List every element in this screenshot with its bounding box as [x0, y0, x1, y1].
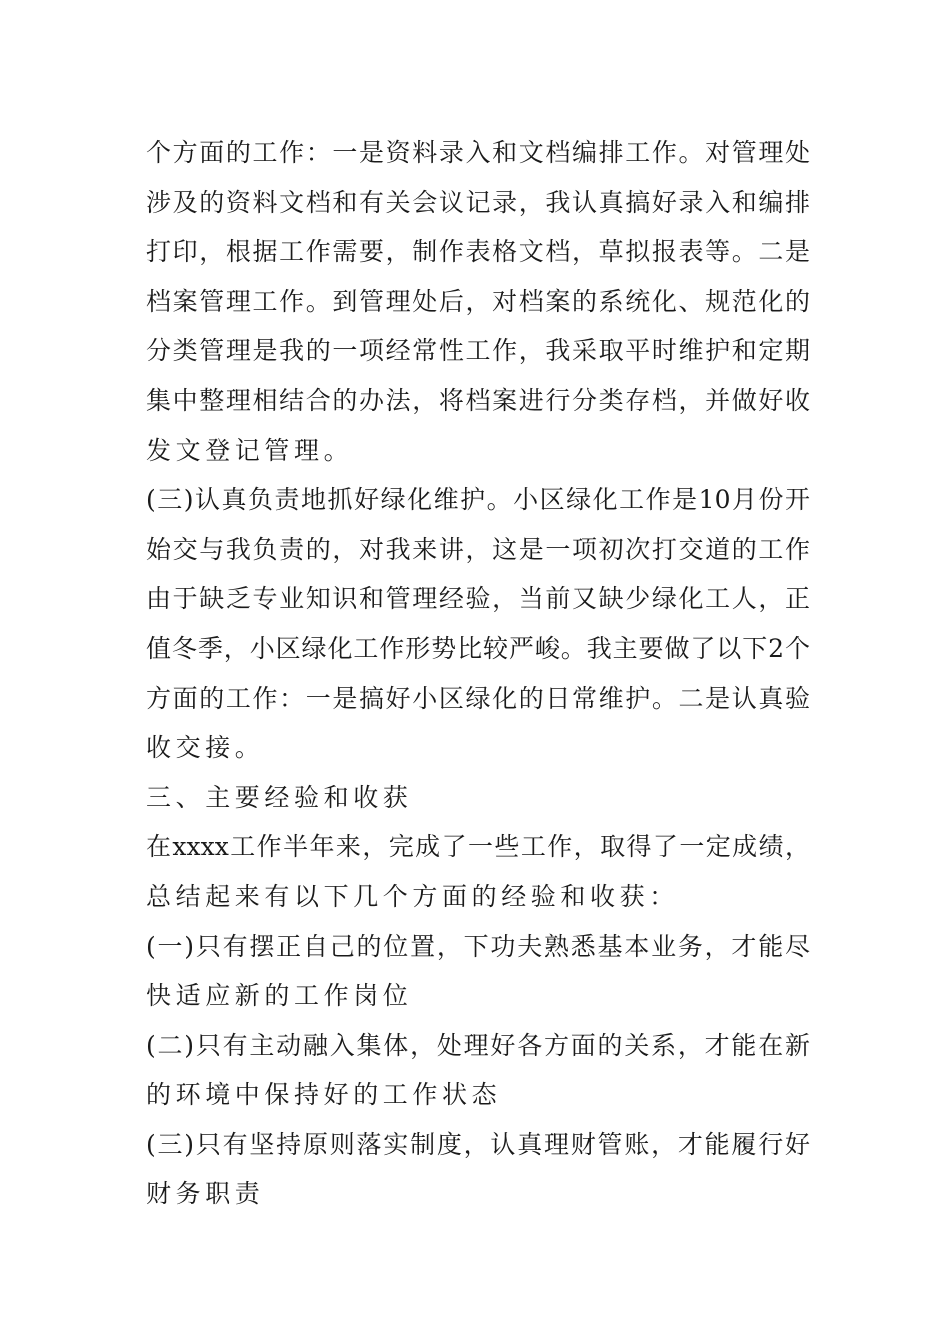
text-line: 由于缺乏专业知识和管理经验，当前又缺少绿化工人，正 [146, 584, 810, 614]
text-line: 档案管理工作。到管理处后，对档案的系统化、规范化的 [146, 286, 810, 316]
text-line: 总结起来有以下几个方面的经验和收获： [146, 881, 679, 911]
text-line: 的环境中保持好的工作状态 [146, 1080, 502, 1110]
text-line: 值冬季，小区绿化工作形势比较严峻。我主要做了以下2个 [146, 633, 810, 663]
text-line: 涉及的资料文档和有关会议记录，我认真搞好录入和编排 [146, 187, 810, 217]
text-line: 财务职责 [146, 1179, 265, 1209]
body-text [146, 128, 810, 1219]
text-line: 始交与我负责的，对我来讲，这是一项初次打交道的工作 [146, 534, 810, 564]
text-line: 个方面的工作：一是资料录入和文档编排工作。对管理处 [146, 138, 810, 167]
text-line: 打印，根据工作需要，制作表格文档，草拟报表等。二是 [146, 237, 810, 267]
text-line: 快适应新的工作岗位 [146, 981, 413, 1011]
text-line: 集中整理相结合的办法，将档案进行分类存档，并做好收 [146, 385, 810, 415]
text-line: 方面的工作：一是搞好小区绿化的日常维护。二是认真验 [146, 683, 810, 713]
text-line: 收交接。 [146, 733, 265, 763]
text-line: (二)只有主动融入集体，处理好各方面的关系，才能在新 [146, 1030, 810, 1060]
text-line: 三、主要经验和收获 [146, 782, 413, 812]
text-line: 分类管理是我的一项经常性工作，我采取平时维护和定期 [146, 336, 810, 366]
text-line: 在xxxx工作半年来，完成了一些工作，取得了一定成绩， [146, 832, 810, 862]
text-line: (一)只有摆正自己的位置，下功夫熟悉基本业务，才能尽 [146, 931, 810, 961]
text-line: (三)认真负责地抓好绿化维护。小区绿化工作是10月份开 [146, 485, 810, 515]
text-line: (三)只有坚持原则落实制度，认真理财管账，才能履行好 [146, 1129, 810, 1159]
text-line: 发文登记管理。 [146, 435, 354, 465]
